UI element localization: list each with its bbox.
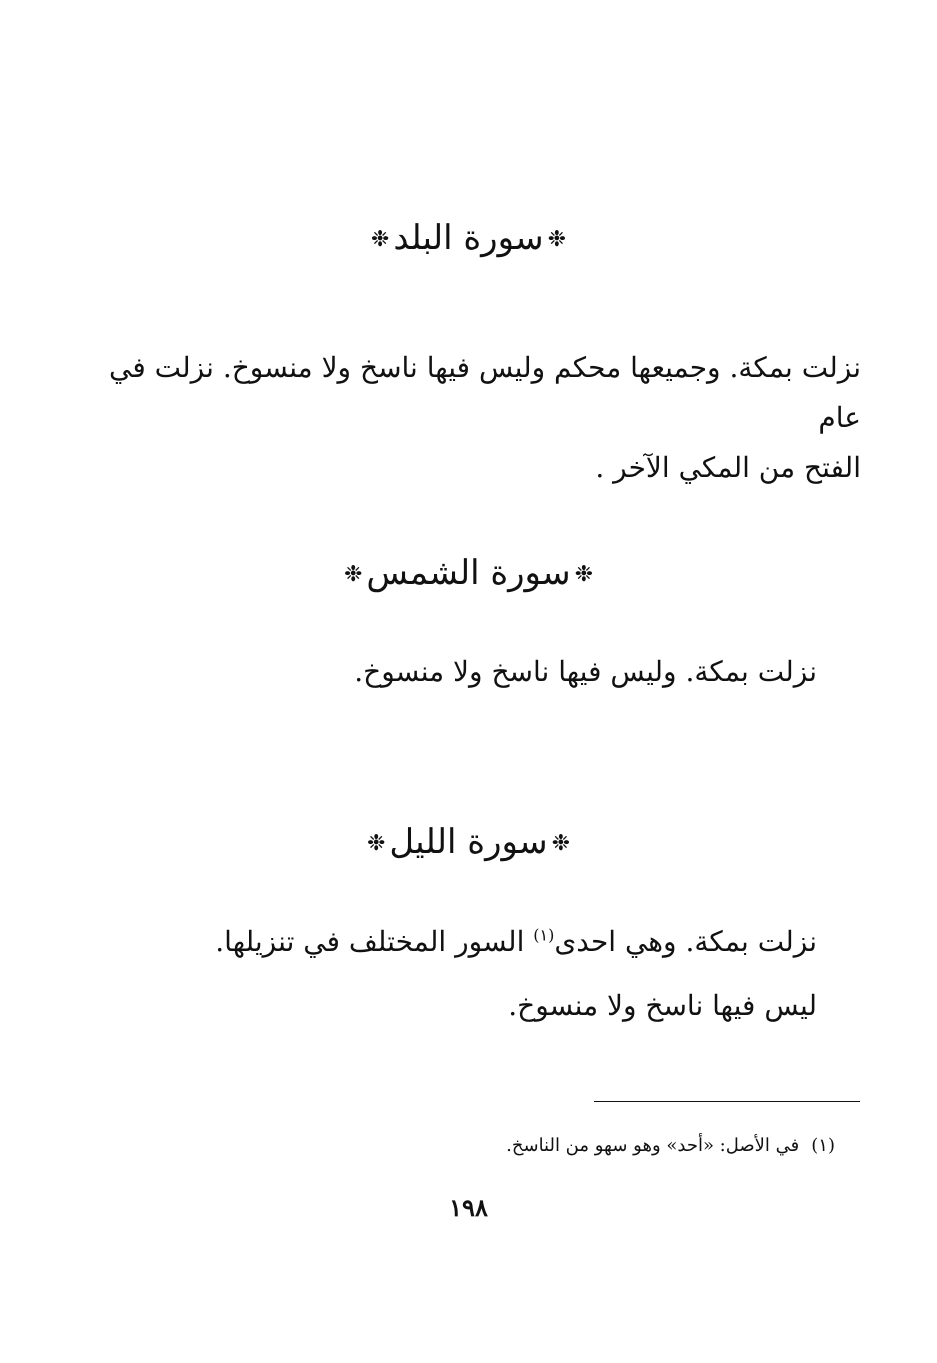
surah-heading-al-layl	[0, 820, 937, 866]
page-number: ١٩٨	[449, 1193, 488, 1222]
footnote-text: في الأصل: «أحد» وهو سهو من الناسخ.	[506, 1135, 800, 1156]
surah-heading-al-balad	[0, 216, 937, 262]
text-segment: السور المختلف في تنزيلها.	[215, 925, 534, 958]
text-line: نزلت بمكة. وجميعها محكم وليس فيها ناسخ ولا منسوخ. نزلت في عام	[109, 351, 861, 434]
footnote	[506, 1132, 835, 1160]
ornament-icon: ❉	[343, 562, 363, 587]
paragraph-al-layl	[117, 910, 817, 1038]
ornament-icon: ❉	[547, 227, 567, 252]
ornament-icon: ❉	[370, 227, 390, 252]
ornament-icon: ❉	[574, 562, 594, 587]
paragraph-al-balad	[109, 343, 861, 493]
surah-title: سورة الليل	[389, 822, 548, 862]
text-line: ليس فيها ناسخ ولا منسوخ.	[508, 989, 817, 1022]
ornament-icon: ❉	[366, 831, 386, 856]
footnote-separator	[594, 1101, 860, 1102]
footnote-marker: (١)	[811, 1135, 835, 1156]
ornament-icon: ❉	[551, 831, 571, 856]
text-line: نزلت بمكة. وليس فيها ناسخ ولا منسوخ.	[354, 655, 817, 688]
surah-heading-ash-shams	[0, 551, 937, 597]
text-line: الفتح من المكي الآخر .	[595, 451, 861, 484]
surah-title: سورة الشمس	[366, 553, 571, 593]
text-segment: نزلت بمكة. وهي احدى	[554, 925, 817, 958]
footnote-reference: (١)	[533, 925, 555, 945]
surah-title: سورة البلد	[393, 218, 544, 258]
paragraph-ash-shams	[117, 647, 817, 697]
text-line	[117, 910, 817, 974]
